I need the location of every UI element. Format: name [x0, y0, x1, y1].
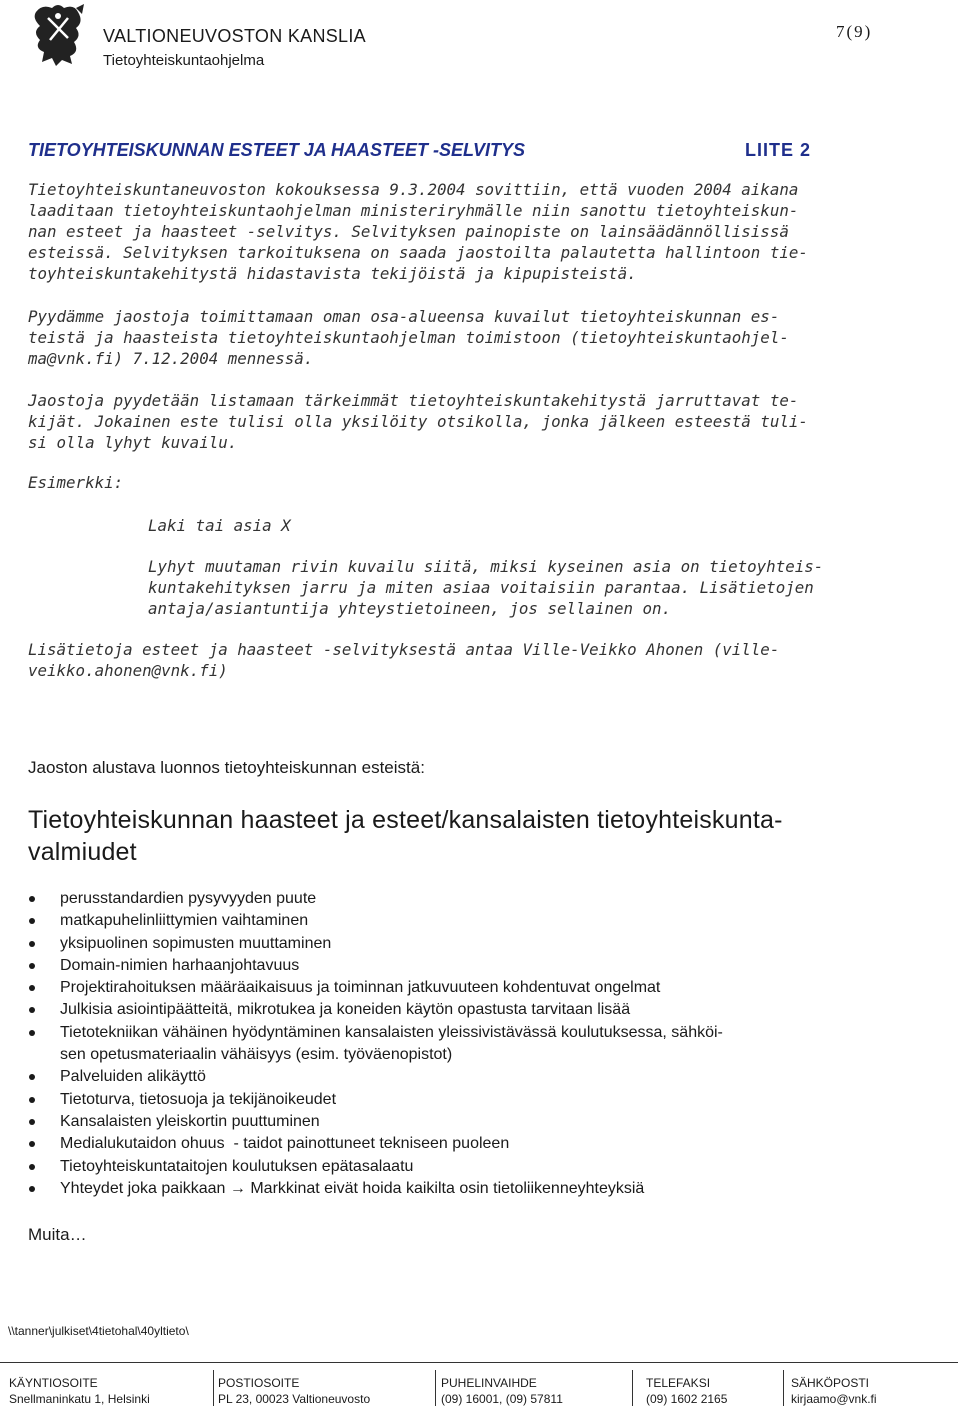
bullet-icon	[29, 1074, 35, 1080]
request-paragraph	[28, 306, 938, 369]
list-request-line: si olla lyhyt kuvailu.	[28, 433, 238, 452]
list-item: matkapuhelinliittymien vaihtaminen	[0, 910, 940, 932]
footer-label: PUHELINVAIHDE	[441, 1376, 537, 1390]
section-heading: Jaoston alustava luonnos tietoyhteiskunnan esteistä:	[28, 758, 425, 777]
example-line: kuntakehityksen jarru ja miten asiaa voitaisiin parantaa. Lisätietojen	[148, 578, 814, 597]
footer-phone	[441, 1375, 563, 1407]
footer-divider	[0, 1362, 958, 1363]
list-item: Palveluiden alikäyttö	[0, 1066, 940, 1088]
intro-line: nan esteet ja haasteet -selvitys. Selvityksen painopiste on lainsäädännöllisissä	[28, 222, 789, 241]
footer-postal-address	[218, 1375, 370, 1407]
bullet-icon	[29, 941, 35, 947]
list-item: Tietoyhteiskuntataitojen koulutuksen epätasalaatu	[0, 1156, 940, 1178]
list-item: Tietoturva, tietosuoja ja tekijänoikeudet	[0, 1089, 940, 1111]
list-item: perusstandardien pysyvyyden puute	[0, 888, 940, 910]
contact-line: Lisätietoja esteet ja haasteet -selvityksestä antaa Ville-Veikko Ahonen (ville-	[28, 640, 780, 659]
footer-separator	[783, 1370, 784, 1406]
intro-line: Tietoyhteiskuntaneuvoston kokouksessa 9.3.2004 sovittiin, että vuoden 2004 aikana	[28, 180, 799, 199]
challenges-list	[0, 888, 940, 1200]
bullet-icon	[29, 1119, 35, 1125]
document-title: TIETOYHTEISKUNNAN ESTEET JA HAASTEET -SELVITYS	[28, 140, 526, 160]
list-item: yksipuolinen sopimusten muuttaminen	[0, 933, 940, 955]
list-item: Kansalaisten yleiskortin puuttuminen	[0, 1111, 940, 1133]
bullet-icon	[29, 1007, 35, 1013]
list-item: Julkisia asiointipäätteitä, mikrotukea ja koneiden käytön opastusta tarvitaan lisää	[0, 999, 940, 1021]
footer-value: kirjaamo@vnk.fi	[791, 1392, 877, 1406]
footer-value: (09) 1602 2165	[646, 1392, 728, 1406]
footer-separator	[632, 1370, 633, 1406]
file-path: \\tanner\julkiset\4tietohal\40yltieto\	[8, 1324, 189, 1338]
footer-label: KÄYNTIOSOITE	[9, 1376, 98, 1390]
example-line: Lyhyt muutaman rivin kuvailu siitä, miksi kyseinen asia on tietoyhteis-	[148, 557, 824, 576]
bullet-icon	[29, 1164, 35, 1170]
organization-name: VALTIONEUVOSTON KANSLIA	[103, 26, 366, 46]
footer-label: TELEFAKSI	[646, 1376, 711, 1390]
bullet-icon	[29, 918, 35, 924]
footer-value: Snellmaninkatu 1, Helsinki	[9, 1392, 150, 1406]
footer-visiting-address	[9, 1375, 150, 1407]
list-item: Projektirahoituksen määräaikaisuus ja toiminnan jatkuvuuteen kohdentuvat ongelmat	[0, 977, 940, 999]
intro-line: toyhteiskuntakehitystä hidastavista tekijöistä ja kipupisteistä.	[28, 264, 637, 283]
lion-crest-icon	[28, 2, 88, 68]
bullet-icon	[29, 963, 35, 969]
list-request-line: Jaostoja pyydetään listamaan tärkeimmät tietoyhteiskuntakehitystä jarruttavat te-	[28, 391, 799, 410]
big-heading-line: valmiudet	[28, 838, 137, 866]
footer-separator	[213, 1370, 214, 1406]
list-item: Tietotekniikan vähäinen hyödyntäminen kansalaisten yleissivistävässä koulutuksessa, sähköi- sen opetusmateriaalin vähäisyys (esim. työväenopistot)	[0, 1022, 940, 1067]
muita-label: Muita…	[28, 1225, 87, 1244]
bullet-icon	[29, 1141, 35, 1147]
big-heading	[28, 804, 783, 868]
list-request-line: kijät. Jokainen este tulisi olla yksilöity otsikolla, jonka jälkeen esteestä tuli-	[28, 412, 808, 431]
bullet-icon	[29, 1186, 35, 1192]
bullet-icon	[29, 985, 35, 991]
example-line: antaja/asiantuntija yhteystietoineen, jos sellainen on.	[148, 599, 672, 618]
footer-value: PL 23, 00023 Valtioneuvosto	[218, 1392, 371, 1406]
footer-label: POSTIOSOITE	[218, 1376, 300, 1390]
footer-label: SÄHKÖPOSTI	[791, 1376, 870, 1390]
example-title: Laki tai asia X	[148, 516, 291, 535]
program-name: Tietoyhteiskuntaohjelma	[103, 52, 265, 69]
footer-value: (09) 16001, (09) 57811	[441, 1392, 563, 1406]
list-request-paragraph	[28, 390, 938, 453]
footer-separator	[435, 1370, 436, 1406]
example-label: Esimerkki:	[28, 473, 124, 492]
example-description	[148, 556, 948, 619]
list-item: Domain-nimien harhaanjohtavuus	[0, 955, 940, 977]
intro-line: laaditaan tietoyhteiskuntaohjelman ministeriryhmälle niin sanottu tietoyhteiskun-	[28, 201, 799, 220]
list-item: Medialukutaidon ohuus - taidot painottuneet tekniseen puoleen	[0, 1133, 940, 1155]
contact-paragraph	[28, 639, 938, 681]
contact-line: veikko.ahonen@vnk.fi)	[28, 661, 228, 680]
big-heading-line: Tietoyhteiskunnan haasteet ja esteet/kansalaisten tietoyhteiskunta-	[28, 806, 783, 834]
footer-email	[791, 1375, 877, 1407]
request-line: teistä ja haasteista tietoyhteiskuntaohjelman toimistoon (tietoyhteiskuntaohjel-	[28, 328, 789, 347]
page-number: 7(9)	[836, 22, 873, 41]
intro-line: esteissä. Selvityksen tarkoituksena on saada jaostoilta palautetta hallintoon tie-	[28, 243, 808, 262]
intro-paragraph	[28, 179, 938, 284]
footer-fax	[646, 1375, 727, 1407]
request-line: ma@vnk.fi) 7.12.2004 mennessä.	[28, 349, 314, 368]
attachment-label: LIITE 2	[745, 140, 812, 160]
request-line: Pyydämme jaostoja toimittamaan oman osa-alueensa kuvailut tietoyhteiskunnan es-	[28, 307, 780, 326]
bullet-icon	[29, 1030, 35, 1036]
bullet-icon	[29, 1097, 35, 1103]
bullet-icon	[29, 896, 35, 902]
list-item: Yhteydet joka paikkaan → Markkinat eivät hoida kaikilta osin tietoliikenneyhteyksiä	[0, 1178, 940, 1200]
